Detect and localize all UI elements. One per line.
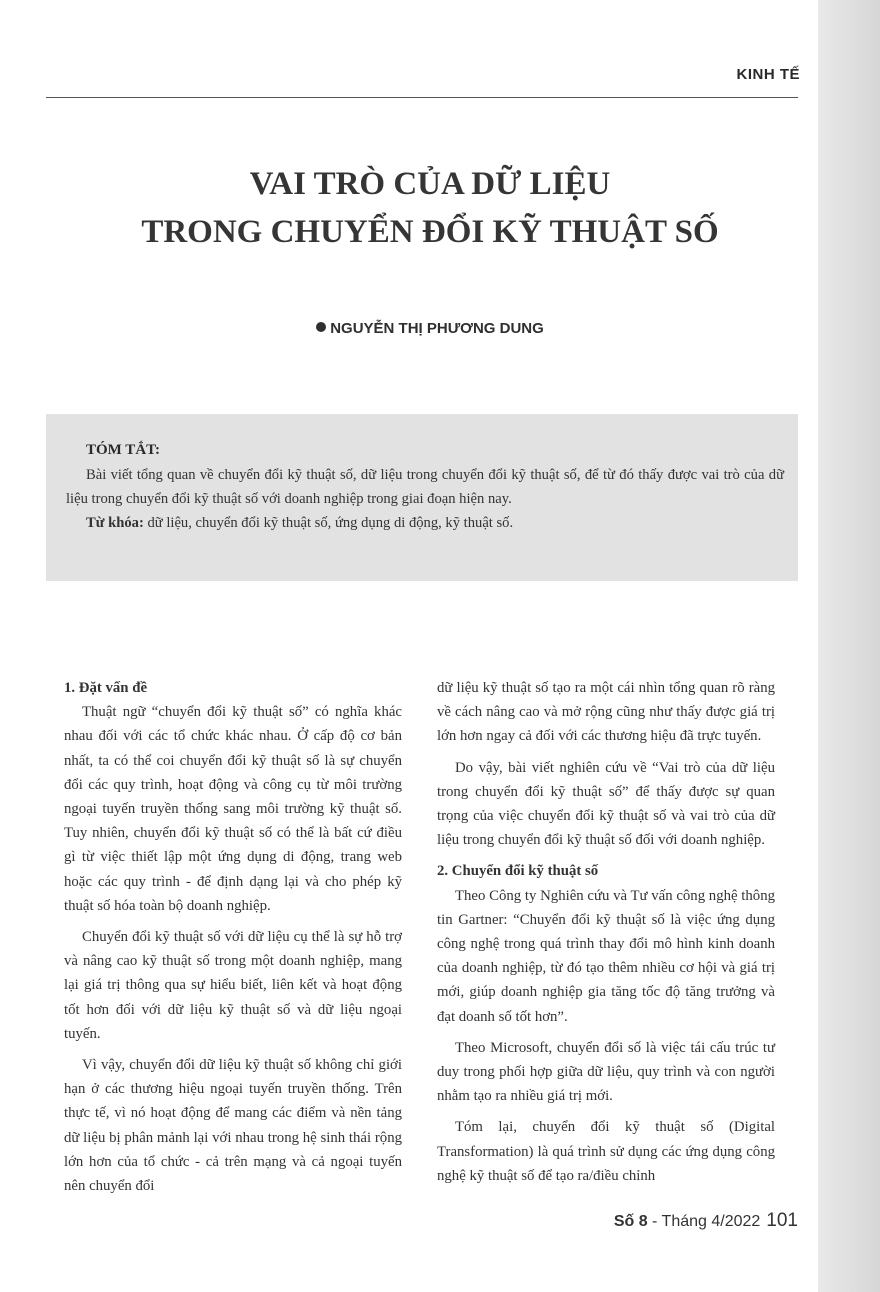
abstract-text: Bài viết tổng quan về chuyển đổi kỹ thuật số, dữ liệu trong chuyển đổi kỹ thuật số, để từ đó thấy được vai trò của dữ liệu trong chuyển đổi kỹ thuật số với doanh nghiệp trong giai đoạn hiện nay.	[66, 467, 784, 507]
paragraph-continued: dữ liệu kỹ thuật số tạo ra một cái nhìn tổng quan rõ ràng về cách nâng cao và mở rộng cũng như thấy được giá trị lớn hơn ngay cả đối với các thương hiệu đã trực tuyến.	[437, 680, 775, 745]
author-name: NGUYỄN THỊ PHƯƠNG DUNG	[330, 320, 544, 337]
issue-number: Số 8	[613, 1213, 648, 1230]
section-2-heading: 2. Chuyển đổi kỹ thuật số	[437, 863, 599, 880]
issue-info	[614, 1213, 760, 1230]
section-label: KINH TẾ	[736, 66, 800, 83]
keywords-text: dữ liệu, chuyển đổi kỹ thuật số, ứng dụng di động, kỹ thuật số.	[147, 515, 514, 531]
title-line-1: VAI TRÒ CỦA DỮ LIỆU	[249, 166, 611, 202]
issue-separator: -	[647, 1213, 662, 1230]
paragraph: Tóm lại, chuyển đổi kỹ thuật số (Digital Transformation) là quá trình sử dụng các ứng dụng công nghệ kỹ thuật số để tạo ra/điều chỉnh	[437, 1119, 775, 1184]
bullet-icon	[316, 322, 326, 332]
page-number: 101	[766, 1210, 798, 1231]
abstract-heading: TÓM TẮT:	[86, 442, 161, 458]
page-edge-shadow	[818, 0, 880, 1292]
column-right	[437, 676, 775, 1195]
issue-month: Tháng 4/2022	[661, 1213, 761, 1230]
author-line	[60, 320, 800, 337]
abstract-box	[46, 414, 798, 581]
paragraph: Chuyển đổi kỹ thuật số với dữ liệu cụ thể là sự hỗ trợ và nâng cao kỹ thuật số trong một doanh nghiệp, mang lại giá trị thông qua sự hiểu biết, liên kết và hoạt động tốt hơn đối với dữ liệu kỹ thuật số và dữ liệu ngoại tuyến.	[64, 929, 402, 1042]
paragraph: Theo Công ty Nghiên cứu và Tư vấn công nghệ thông tin Gartner: “Chuyển đổi kỹ thuật số là việc ứng dụng công nghệ trong quá trình thay đổi mô hình kinh doanh của doanh nghiệp, từ đó tạo thêm nhiều cơ hội và giá trị mới, giúp doanh nghiệp gia tăng tốc độ tăng trưởng và đạt doanh số tốt hơn”.	[437, 887, 775, 1025]
title-line-2: TRONG CHUYỂN ĐỔI KỸ THUẬT SỐ	[141, 214, 719, 250]
section-1-heading: 1. Đặt vấn đề	[64, 680, 148, 696]
page-footer	[560, 1210, 798, 1232]
paragraph: Theo Microsoft, chuyển đổi số là việc tái cấu trúc tư duy trong phối hợp giữa dữ liệu, quy trình và con người nhằm tạo ra nhiều giá trị mới.	[437, 1039, 775, 1105]
header-rule	[46, 97, 798, 98]
article-title	[60, 160, 800, 256]
column-left	[64, 676, 402, 1205]
keywords-line	[86, 511, 784, 535]
paragraph: Vì vậy, chuyển đổi dữ liệu kỹ thuật số không chỉ giới hạn ở các thương hiệu ngoại tuyến truyền thống. Trên thực tế, vì nó hoạt động để mang các điểm và nền tảng dữ liệu bị phân mảnh lại với nhau trong hệ sinh thái rộng lớn hơn của tổ chức - cả trên mạng và cả ngoại tuyến nên chuyển đổi	[64, 1057, 402, 1195]
paragraph: Thuật ngữ “chuyển đổi kỹ thuật số” có nghĩa khác nhau đối với các tổ chức khác nhau. Ở cấp độ cơ bản nhất, ta có thể coi chuyển đổi kỹ thuật số là sự chuyển đổi các quy trình, hoạt động và công cụ từ môi trường ngoại tuyến truyền thống sang môi trường kỹ thuật số. Tuy nhiên, chuyển đổi kỹ thuật số có thể là bất cứ điều gì từ việc thiết lập một ứng dụng di động, trang web hoặc các quy trình - để định dạng lại và cho phép kỹ thuật số hóa toàn bộ doanh nghiệp.	[64, 704, 402, 914]
paragraph: Do vậy, bài viết nghiên cứu về “Vai trò của dữ liệu trong chuyển đổi kỹ thuật số” để thấy được sự quan trọng của việc chuyển đổi kỹ thuật số và vai trò của dữ liệu trong chuyển đổi kỹ thuật số đối với doanh nghiệp.	[437, 759, 775, 849]
keywords-label: Từ khóa:	[86, 515, 144, 531]
